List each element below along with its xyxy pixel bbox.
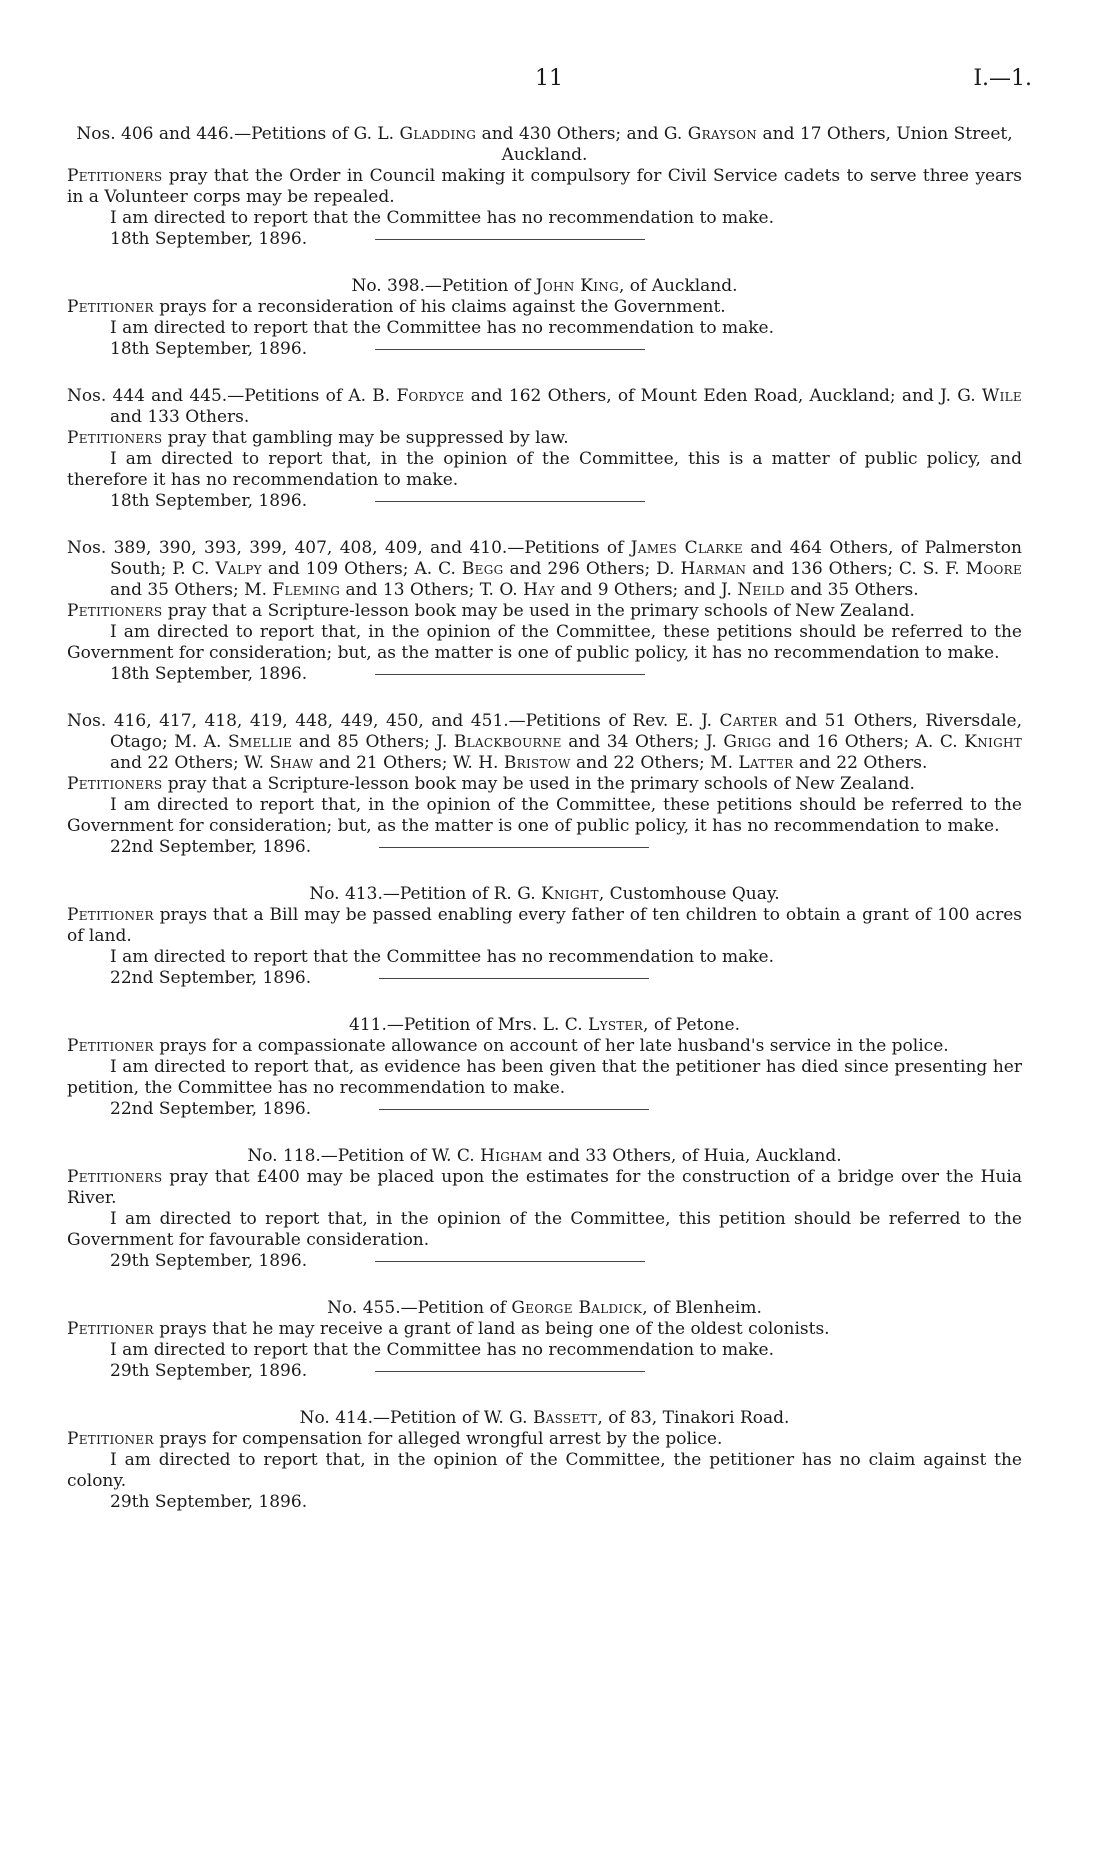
report-date: 29th September, 1896. <box>110 1361 1022 1382</box>
petition-title: Nos. 444 and 445.—Petitions of A. B. Fordyce and 162 Others, of Mount Eden Road, Auckland; and J. G. Wile and 133 Others. <box>67 386 1022 427</box>
petition-title: Nos. 389, 390, 393, 399, 407, 408, 409, and 410.—Petitions of James Clarke and 464 Others, of Palmerston South; P. C. Valpy and 109 Others; A. C. Begg and 296 Others; D. Harman and 136 Others; C. S. F. Moore and 35 Others; M. Fleming and 13 Others; T. O. Hay and 9 Others; and J. Neild and 35 Others. <box>67 538 1023 600</box>
petitioner-name: Valpy <box>215 559 262 579</box>
petitioner-name: Latter <box>738 753 794 773</box>
petition-title: No. 413.—Petition of R. G. Knight, Customhouse Quay. <box>309 884 780 904</box>
petition-entry <box>67 386 1022 512</box>
report-date: 29th September, 1896. <box>110 1492 308 1512</box>
petitioner-name: Fordyce <box>396 386 465 406</box>
page-header <box>0 68 1114 98</box>
petition-prayer: Petitioner prays that he may receive a grant of land as being one of the oldest colonists. <box>67 1319 830 1339</box>
petition-title: 411.—Petition of Mrs. L. C. Lyster, of Petone. <box>349 1015 740 1035</box>
petition-entry <box>67 276 1022 360</box>
petition-title: No. 414.—Petition of W. G. Bassett, of 83, Tinakori Road. <box>299 1408 790 1428</box>
committee-report: I am directed to report that, in the opinion of the Committee, this is a matter of public policy, and therefore it has no recommendation to make. <box>67 449 1022 490</box>
section-divider <box>375 1261 645 1262</box>
report-date: 22nd September, 1896. <box>110 968 1022 989</box>
petition-title: No. 455.—Petition of George Baldick, of Blenheim. <box>327 1298 762 1318</box>
section-divider <box>375 349 645 350</box>
petitioner-name: Grayson <box>687 124 758 144</box>
section-divider <box>375 1371 645 1372</box>
petitioner-name: Blackbourne <box>453 732 562 752</box>
petitioner-name: Begg <box>461 559 504 579</box>
petitioner-name: Grigg <box>723 732 772 752</box>
section-divider <box>379 1109 649 1110</box>
petitioner-name: Fleming <box>272 580 341 600</box>
report-date: 18th September, 1896. <box>110 491 1022 512</box>
petition-prayer: Petitioners pray that gambling may be suppressed by law. <box>67 428 569 448</box>
committee-report: I am directed to report that, in the opinion of the Committee, these petitions should be referred to the Government for consideration; but, as the matter is one of public policy, it has no recommendation to make. <box>67 622 1022 663</box>
petitioner-name: Bassett <box>532 1408 598 1428</box>
petitioner-name: James Clarke <box>630 538 743 558</box>
section-divider <box>379 847 649 848</box>
report-date: 29th September, 1896. <box>110 1251 1022 1272</box>
petitioner-name: Higham <box>480 1146 543 1166</box>
petition-title: No. 118.—Petition of W. C. Higham and 33 Others, of Huia, Auckland. <box>247 1146 842 1166</box>
petition-title: Nos. 406 and 446.—Petitions of G. L. Gladding and 430 Others; and G. Grayson and 17 Others, Union Street, Auckland. <box>76 124 1013 165</box>
petition-prayer: Petitioners pray that £400 may be placed upon the estimates for the construction of a bridge over the Huia River. <box>67 1167 1022 1208</box>
petition-title: Nos. 416, 417, 418, 419, 448, 449, 450, and 451.—Petitions of Rev. E. J. Carter and 51 Others, Riversdale, Otago; M. A. Smellie and 85 Others; J. Blackbourne and 34 Others; J. Grigg and 16 Others; A. C. Knight and 22 Others; W. Shaw and 21 Others; W. H. Bristow and 22 Others; M. Latter and 22 Others. <box>67 711 1023 773</box>
committee-report: I am directed to report that the Committee has no recommendation to make. <box>110 1340 774 1360</box>
petitioner-name: Wile <box>981 386 1022 406</box>
committee-report: I am directed to report that, in the opinion of the Committee, the petitioner has no claim against the colony. <box>67 1450 1022 1491</box>
committee-report: I am directed to report that the Committee has no recommendation to make. <box>110 208 774 228</box>
committee-report: I am directed to report that the Committee has no recommendation to make. <box>110 947 774 967</box>
petitioner-name: Gladding <box>399 124 477 144</box>
petition-entry <box>67 884 1022 989</box>
petitioner-name: John King <box>535 276 619 296</box>
petitioner-name: Neild <box>737 580 785 600</box>
petition-prayer: Petitioner prays for a compassionate allowance on account of her late husband's service in the police. <box>67 1036 949 1056</box>
petition-prayer: Petitioners pray that a Scripture-lesson book may be used in the primary schools of New Zealand. <box>67 601 915 621</box>
committee-report: I am directed to report that, in the opinion of the Committee, this petition should be referred to the Government for favourable consideration. <box>67 1209 1022 1250</box>
petitioner-name: Shaw <box>269 753 314 773</box>
committee-report: I am directed to report that, as evidence has been given that the petitioner has died since presenting her petition, the Committee has no recommendation to make. <box>67 1057 1022 1098</box>
petition-entry <box>67 1298 1022 1382</box>
petition-prayer: Petitioners pray that a Scripture-lesson book may be used in the primary schools of New Zealand. <box>67 774 915 794</box>
committee-report: I am directed to report that, in the opinion of the Committee, these petitions should be referred to the Government for consideration; but, as the matter is one of public policy, it has no recommendation to make. <box>67 795 1022 836</box>
petition-entry <box>67 1408 1022 1513</box>
petition-prayer: Petitioner prays that a Bill may be passed enabling every father of ten children to obtain a grant of 100 acres of land. <box>67 905 1022 946</box>
section-divider <box>375 239 645 240</box>
petition-prayer: Petitioners pray that the Order in Council making it compulsory for Civil Service cadets to serve three years in a Volunteer corps may be repealed. <box>67 166 1022 207</box>
section-divider <box>379 978 649 979</box>
petitioner-name: Carter <box>719 711 778 731</box>
petitioner-name: Hay <box>523 580 555 600</box>
petitioner-name: George Baldick <box>511 1298 643 1318</box>
petition-prayer: Petitioner prays for compensation for alleged wrongful arrest by the police. <box>67 1429 723 1449</box>
petitioner-name: Bristow <box>503 753 571 773</box>
petition-entry <box>67 1015 1022 1120</box>
petition-entry <box>67 124 1022 250</box>
report-date: 22nd September, 1896. <box>110 1099 1022 1120</box>
section-divider <box>375 674 645 675</box>
petition-entry <box>67 711 1022 858</box>
petitioner-name: Harman <box>680 559 747 579</box>
page-number: 11 <box>535 66 563 91</box>
report-date: 18th September, 1896. <box>110 229 1022 250</box>
report-date: 22nd September, 1896. <box>110 837 1022 858</box>
petition-entry <box>67 538 1022 685</box>
document-reference: I.—1. <box>973 66 1032 91</box>
petitioner-name: Moore <box>965 559 1023 579</box>
report-date: 18th September, 1896. <box>110 339 1022 360</box>
petition-entry <box>67 1146 1022 1272</box>
petitioner-name: Knight <box>964 732 1023 752</box>
committee-report: I am directed to report that the Committee has no recommendation to make. <box>110 318 774 338</box>
petition-prayer: Petitioner prays for a reconsideration of his claims against the Government. <box>67 297 726 317</box>
petitioner-name: Smellie <box>227 732 293 752</box>
petition-title: No. 398.—Petition of John King, of Auckland. <box>351 276 738 296</box>
report-date: 18th September, 1896. <box>110 664 1022 685</box>
petitioner-name: Knight <box>541 884 599 904</box>
petitions-list <box>67 124 1022 1513</box>
section-divider <box>375 501 645 502</box>
petitioner-name: Lyster <box>588 1015 644 1035</box>
